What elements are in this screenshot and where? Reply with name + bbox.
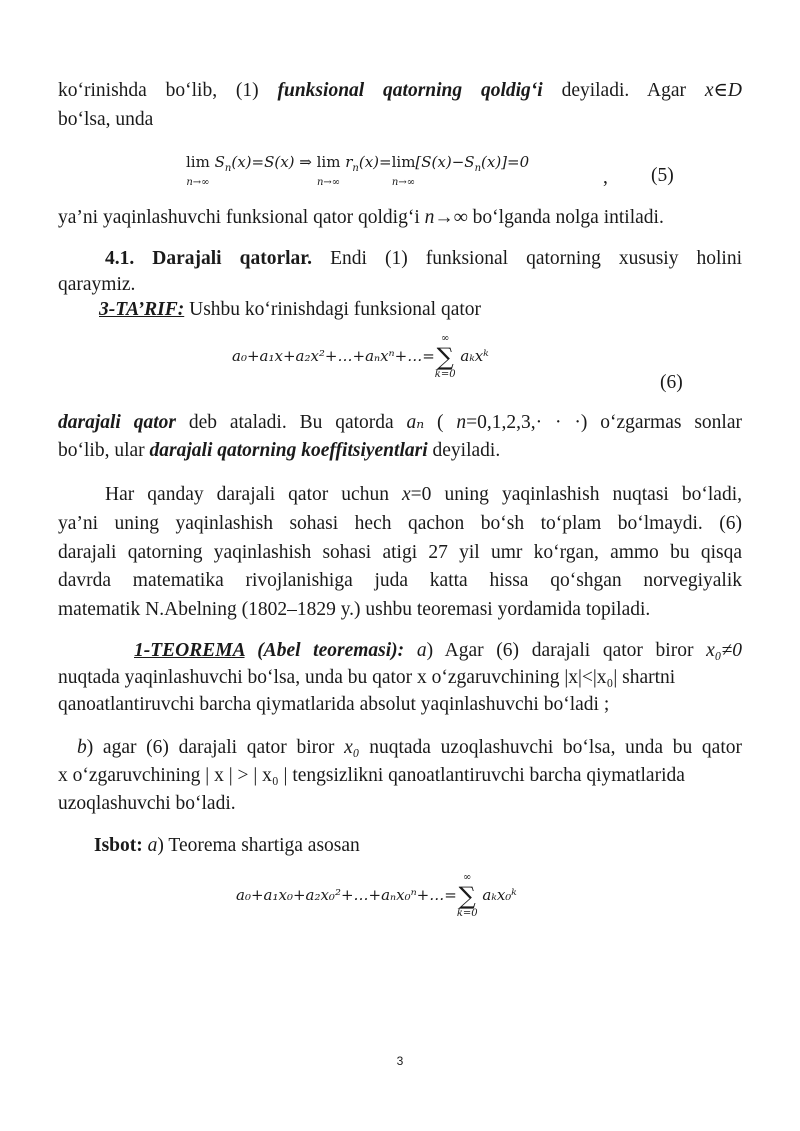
term-remainder: funksional qatorning qoldig‘i — [277, 80, 543, 101]
theorem-line: nuqtada yaqinlashuvchi bo‘lsa, unda bu qator x o‘zgaruvchining |x|<|x₀| shartni — [58, 667, 676, 688]
theorem-line: x o‘zgaruvchining | x | > | x₀ | tengsizlikni qanoatlantiruvchi barcha qiymatlarida — [58, 765, 685, 786]
theorem-line: b) agar (6) darajali qator biror x₀ nuqtada uzoqlashuvchi bo‘lsa, unda bu qator — [77, 737, 742, 758]
definition-label: 3-TA’RIF: — [99, 299, 185, 320]
paragraph-line: matematik N.Abelning (1802–1829 y.) ushbu teoremasi yordamida topiladi. — [58, 599, 651, 620]
paragraph-line: bo‘lsa, unda — [58, 109, 154, 130]
proof-line: Isbot: a) Teorema shartiga asosan — [94, 835, 360, 856]
page-number: 3 — [396, 1054, 404, 1068]
paragraph-line: darajali qatorning yaqinlashish sohasi atigi 27 yil umr ko‘rgan, ammo bu qisqa — [58, 542, 742, 563]
theorem-line: uzoqlashuvchi bo‘ladi. — [58, 793, 236, 814]
equation-5: lim n→∞ $S_n(x)=S(x)$ ⇒ lim n→∞ $r_n(x)=\lim$ n→∞ $[S(x)-S_n(x)]=0$ — [186, 153, 530, 188]
equation-comma: , — [603, 167, 608, 188]
equation-6: a₀+a₁x+a₂x²+…+aₙxⁿ+…= ∞ ∑ k=0 aₖxᵏ — [232, 333, 489, 380]
definition-line: 3-TA’RIF: Ushbu ko‘rinishdagi funksional qator — [99, 299, 482, 320]
paragraph-line: qaraymiz. — [58, 274, 136, 295]
section-heading-line: 4.1. Darajali qatorlar. Endi (1) funksional qatorning xususiy holini — [105, 248, 742, 269]
equation-number-6: (6) — [660, 372, 683, 393]
paragraph-line: ya’ni uning yaqinlashish sohasi hech qachon bo‘sh to‘plam bo‘lmaydi. (6) — [58, 513, 742, 534]
paragraph-line: darajali qator deb ataladi. Bu qatorda aₙ ( n=0,1,2,3,· · ·) o‘zgarmas sonlar — [58, 412, 742, 433]
paragraph-line: ko‘rinishda bo‘lib, (1) funksional qatorning qoldig‘i deyiladi. Agar x∈D — [58, 80, 742, 101]
theorem-label: 1-TEOREMA — [134, 640, 245, 661]
paragraph-line: bo‘lib, ular darajali qatorning koeffitsiyentlari deyiladi. — [58, 440, 501, 461]
proof-label: Isbot: — [94, 835, 143, 856]
theorem-line: 1-TEOREMA (Abel teoremasi): a) Agar (6) darajali qator biror x₀≠0 — [134, 640, 742, 661]
paragraph-line: davrda matematika rivojlanishiga juda katta hissa qo‘shgan norvegiyalik — [58, 570, 742, 591]
section-heading: 4.1. Darajali qatorlar. — [105, 248, 313, 269]
equation-7: a₀+a₁x₀+a₂x₀²+…+aₙx₀ⁿ+…= ∞ ∑ k=0 aₖx₀ᵏ — [236, 872, 517, 919]
theorem-line: qanoatlantiruvchi barcha qiymatlarida absolut yaqinlashuvchi bo‘ladi ; — [58, 694, 610, 715]
paragraph-line: ya’ni yaqinlashuvchi funksional qator qoldig‘i n→∞ bo‘lganda nolga intiladi. — [58, 207, 664, 228]
equation-number-5: (5) — [651, 165, 674, 186]
paragraph-line: Har qanday darajali qator uchun x=0 uning yaqinlashish nuqtasi bo‘ladi, — [105, 484, 742, 505]
